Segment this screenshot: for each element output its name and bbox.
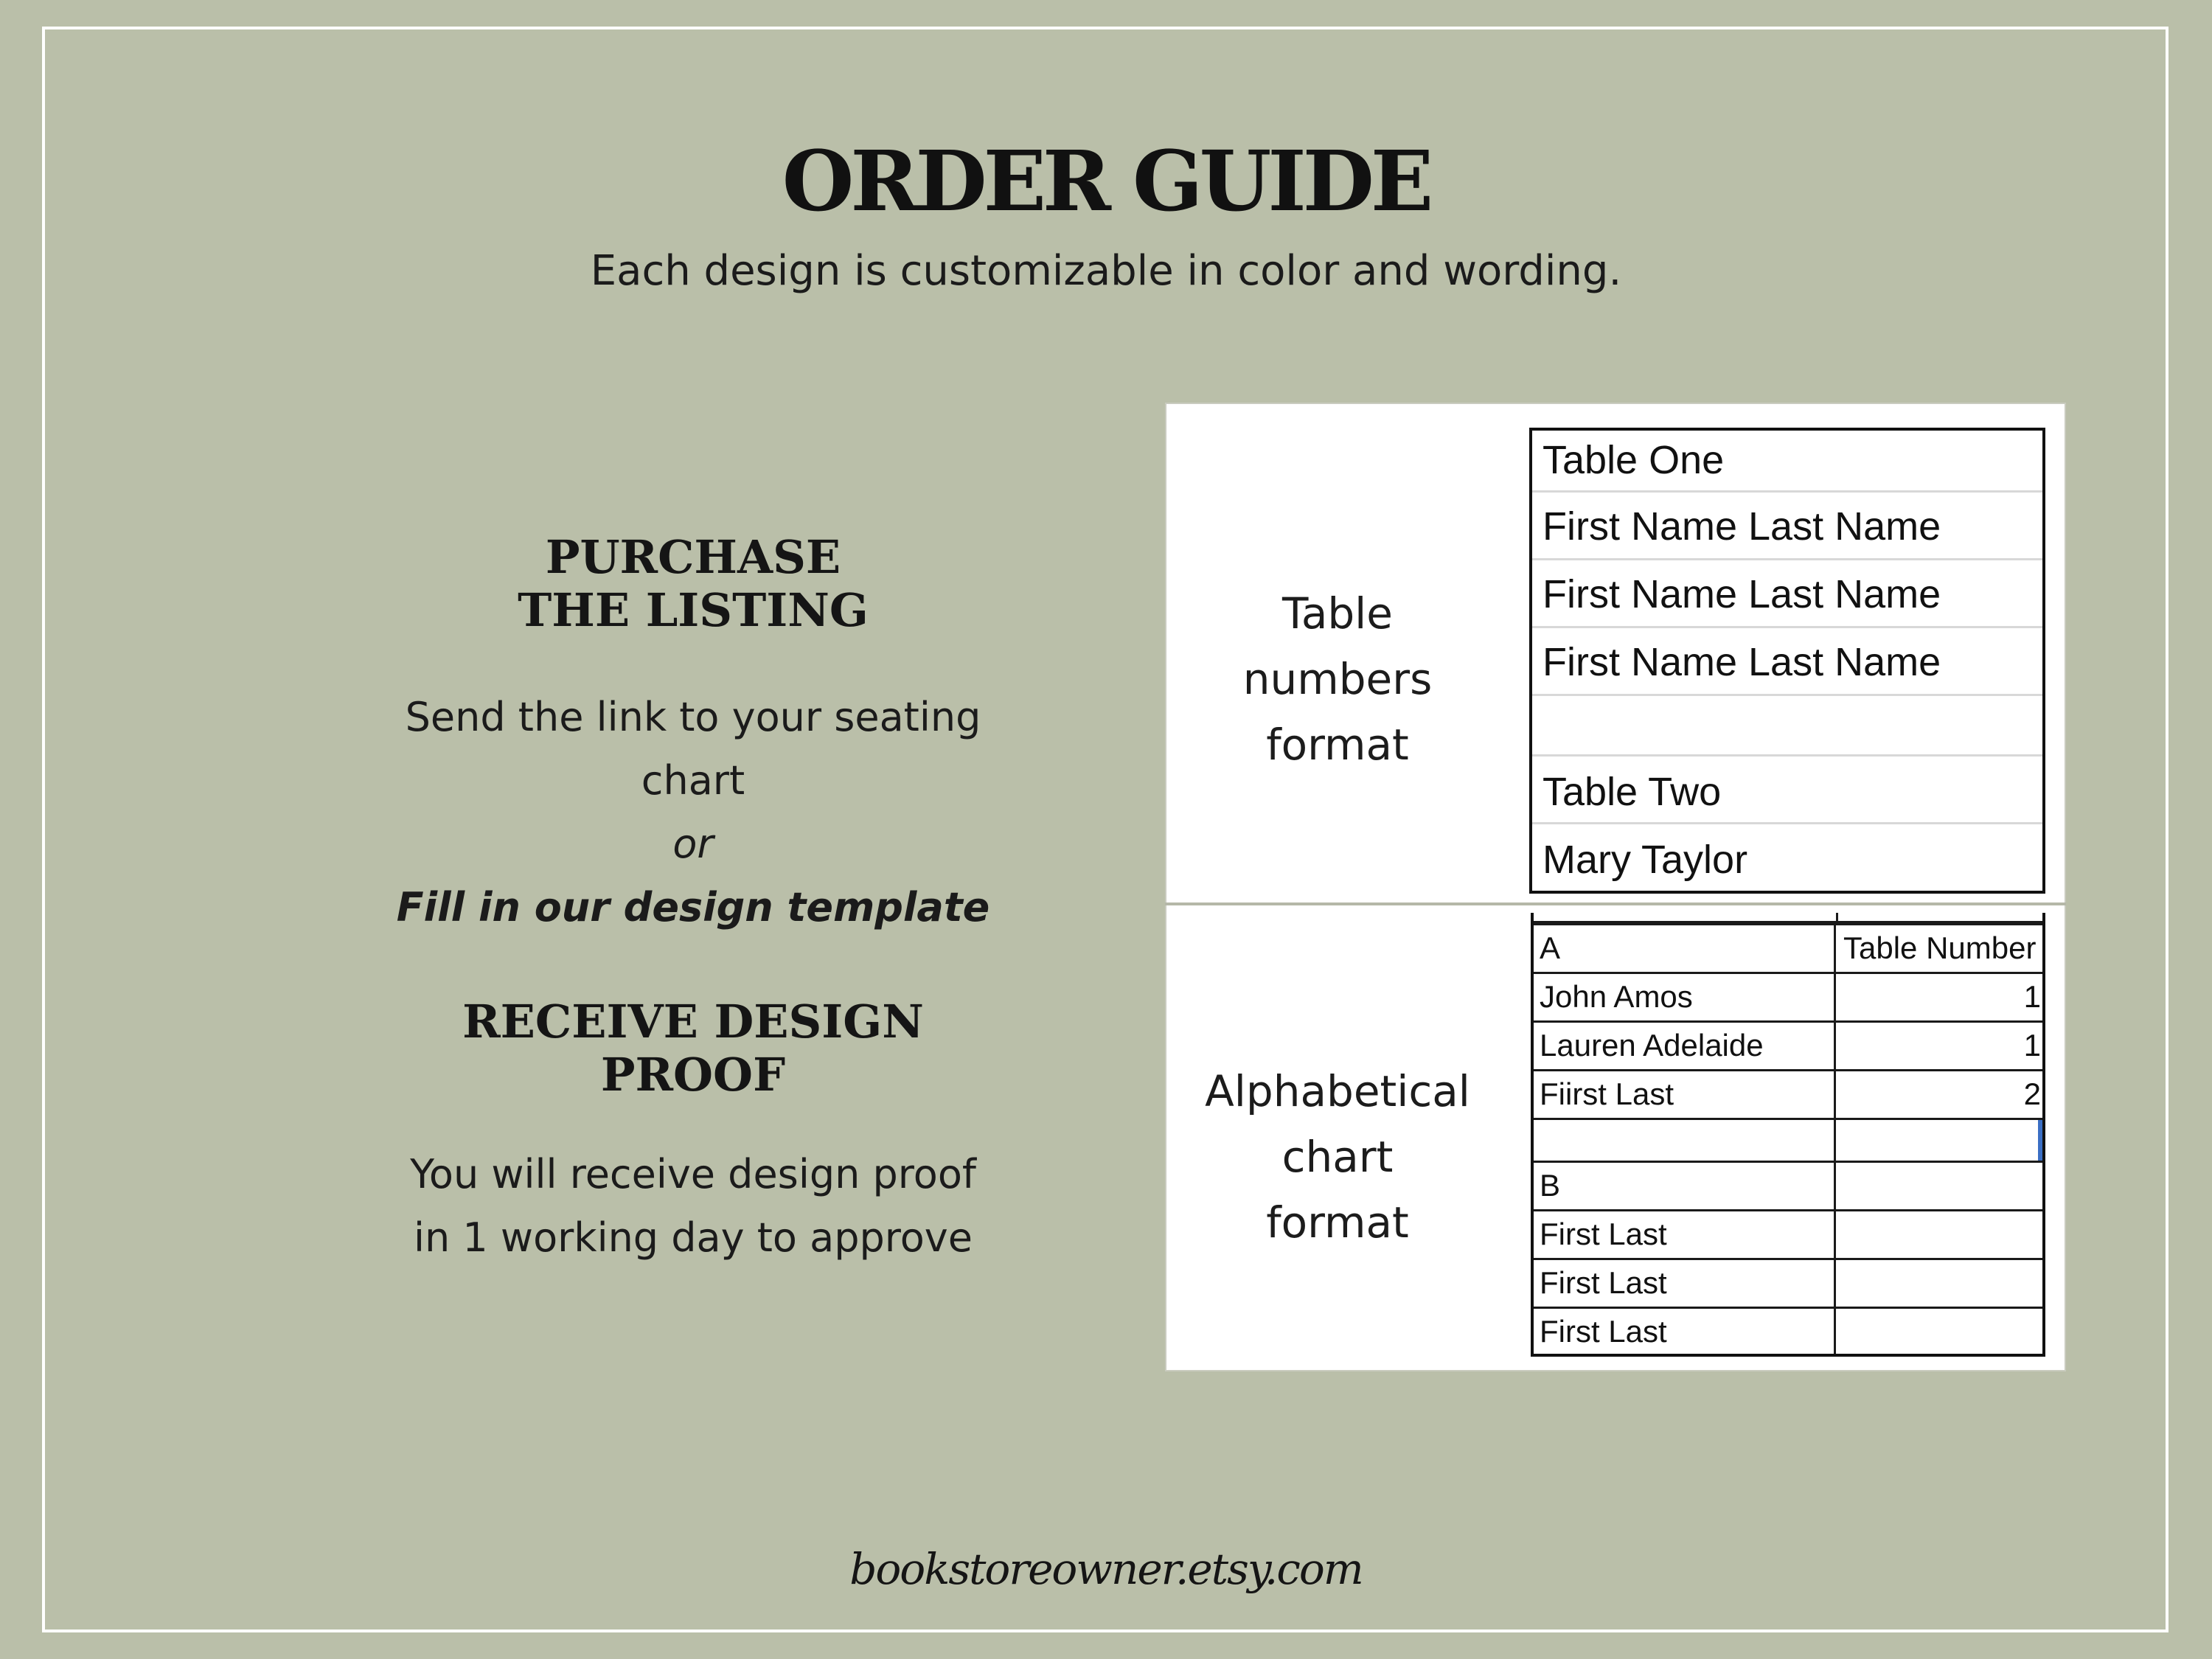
- purchase-text: [354, 686, 1032, 939]
- purchase-heading-line2: THE LISTING: [518, 583, 869, 637]
- table-numbers-label-line3: format: [1266, 720, 1409, 770]
- purchase-text-line1: Send the link to your seating: [405, 694, 981, 740]
- alphabetical-sheet: [1531, 913, 2045, 1357]
- table-row: [1534, 1258, 2042, 1307]
- guest-name: First Last: [1534, 1211, 1836, 1258]
- alphabetical-format-label: [1168, 1059, 1507, 1256]
- guest-name: John Amos: [1534, 974, 1836, 1020]
- table-numbers-label-line2: numbers: [1242, 654, 1433, 704]
- guest-name: [1534, 1120, 1836, 1161]
- page-subtitle: Each design is customizable in color and wording.: [590, 247, 1622, 295]
- table-row: [1534, 1209, 2042, 1258]
- purchase-template: Fill in our design template: [396, 884, 990, 931]
- sheet1-row: Table One: [1532, 431, 2042, 493]
- table-row: [1534, 1161, 2042, 1209]
- table-number: 1: [2023, 979, 2041, 1014]
- sheet1-row: Mary Taylor: [1543, 838, 1748, 882]
- table-numbers-format-label: [1168, 581, 1507, 778]
- table-number: [1837, 1211, 2045, 1258]
- table-number: 2: [2023, 1077, 2041, 1111]
- table-number: 1: [2023, 1028, 2041, 1062]
- sheet1-row: First Name Last Name: [1532, 560, 2042, 628]
- proof-heading-line1: RECEIVE DESIGN: [462, 995, 924, 1048]
- sheet1-row: Table Two: [1532, 757, 2042, 824]
- alphabetical-label-line2: chart: [1281, 1132, 1394, 1182]
- table-row: [1534, 1307, 2042, 1355]
- step-purchase: [354, 531, 1032, 939]
- sheet1-row: First Name Last Name: [1532, 628, 2042, 696]
- guest-name: First Last: [1534, 1309, 1836, 1355]
- proof-heading-line2: PROOF: [600, 1048, 786, 1102]
- table-numbers-label-line1: Table: [1282, 588, 1393, 639]
- table-number: [1837, 1260, 2045, 1307]
- shop-url: bookstoreowner.etsy.com: [849, 1544, 1363, 1594]
- step-proof: [354, 995, 1032, 1270]
- formats-divider: [1165, 902, 2066, 905]
- alphabetical-label-line3: format: [1266, 1197, 1409, 1248]
- guest-name: First Last: [1534, 1260, 1836, 1307]
- purchase-heading: [354, 531, 1032, 637]
- purchase-text-line2: chart: [641, 757, 745, 804]
- table-row: [1534, 1069, 2042, 1118]
- table-row: [1534, 1020, 2042, 1069]
- sheet2-top-strip: [1534, 913, 2042, 923]
- table-number: [1837, 1309, 2045, 1355]
- section-letter: B: [1534, 1163, 1836, 1209]
- order-steps: [354, 531, 1032, 1270]
- proof-heading: [354, 995, 1032, 1102]
- proof-text: [354, 1143, 1032, 1270]
- table-number: [1837, 1163, 2045, 1209]
- sheet2-header-letter: A: [1534, 925, 1836, 972]
- alphabetical-label-line1: Alphabetical: [1205, 1066, 1470, 1116]
- cell-selection-marker: [2038, 1120, 2042, 1163]
- table-row: [1534, 972, 2042, 1020]
- guest-name: Lauren Adelaide: [1534, 1023, 1836, 1069]
- guest-name: Fiirst Last: [1534, 1071, 1836, 1118]
- proof-text-line1: You will receive design proof: [410, 1151, 976, 1197]
- sheet2-header-row: [1534, 923, 2042, 972]
- sheet1-row: [1532, 696, 2042, 757]
- sheet2-header-table-number: Table Number: [1843, 931, 2037, 965]
- sheet1-row: First Name Last Name: [1532, 493, 2042, 560]
- page-title: ORDER GUIDE: [782, 133, 1430, 230]
- proof-text-line2: in 1 working day to approve: [413, 1214, 973, 1261]
- table-numbers-sheet: [1529, 428, 2045, 894]
- purchase-heading-line1: PURCHASE: [545, 530, 841, 584]
- purchase-or: or: [672, 821, 714, 867]
- table-row: [1534, 1118, 2042, 1161]
- table-number: [1837, 1120, 2045, 1161]
